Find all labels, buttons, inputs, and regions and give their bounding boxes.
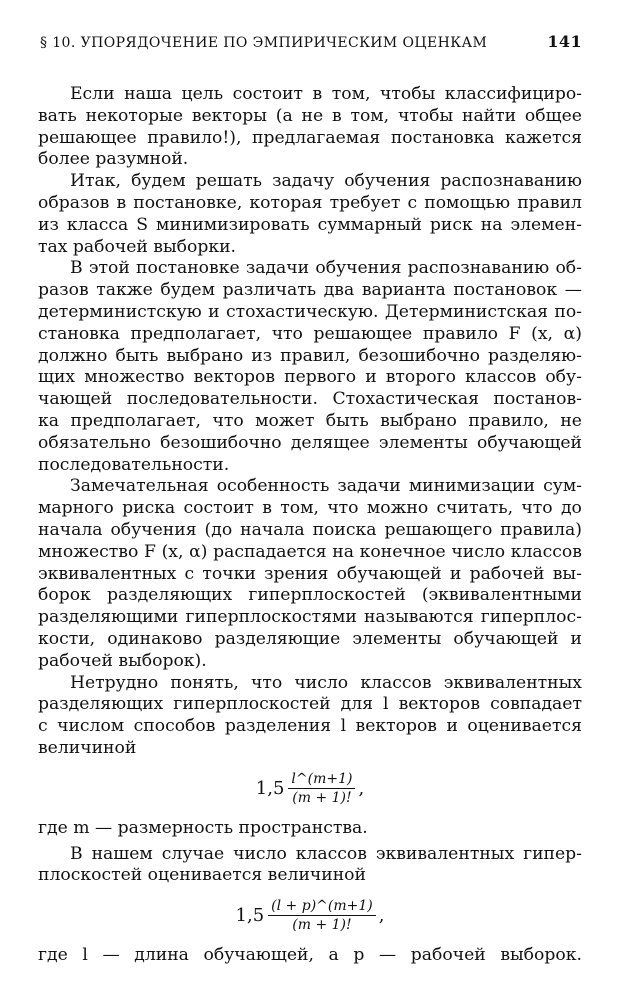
text-line: В этой постановке задачи обучения распознаванию об- [70, 258, 582, 279]
text-line: эквивалентных с точки зрения обучающей и рабочей вы- [38, 563, 582, 584]
running-header [40, 32, 582, 51]
text-line: разделяющими гиперплоскостями называются гиперплос- [38, 607, 582, 628]
paragraph [38, 171, 582, 258]
formula-1-fraction [288, 771, 355, 807]
formula-1-denominator: (m + 1)! [292, 789, 352, 806]
text-line: вать некоторые векторы (а не в том, чтобы найти общее [38, 105, 582, 126]
text-line: обязательно безошибочно делящее элементы обучающей [38, 432, 582, 453]
text-line: рабочей выборок). [38, 650, 207, 671]
text-line: начала обучения (до начала поиска решающего правила) [38, 519, 582, 540]
text-line: разов также будем различать два варианта постановок — [38, 280, 582, 301]
text-line: становка предполагает, что решающее правило F (x, α) [38, 323, 582, 344]
text-line: борок разделяющих гиперплоскостей (эквивалентными [38, 585, 582, 606]
text-line: Итак, будем решать задачу обучения распознаванию [70, 171, 582, 192]
final-line: где l — длина обучающей, а p — рабочей выборок. [38, 945, 582, 966]
text-line: щих множество векторов первого и второго классов обу- [38, 367, 582, 388]
text-line: величиной [38, 737, 137, 758]
text-line: В нашем случае число классов эквивалентных гипер- [70, 843, 582, 864]
formula-2-coefficient: 1,5 [235, 905, 265, 927]
text-line: образов в постановке, которая требует с помощью правил [38, 192, 582, 213]
formula-1 [38, 760, 582, 818]
text-line: Если наша цель состоит в том, чтобы классифициро- [70, 84, 582, 104]
text-line: решающее правило!), предлагаемая постановка кажется [38, 127, 582, 148]
page-number: 141 [547, 32, 582, 51]
text-line: плоскостей оценивается величиной [38, 865, 366, 886]
text-line: где m — размерность пространства. [38, 817, 368, 838]
formula-2-fraction [268, 898, 376, 934]
text-line: более разумной. [38, 149, 189, 170]
text-line: из класса S минимизировать суммарный риск на элемен- [38, 214, 582, 235]
section-title: § 10. УПОРЯДОЧЕНИЕ ПО ЭМПИРИЧЕСКИМ ОЦЕНКАМ [40, 35, 488, 51]
text-line: с числом способов разделения l векторов и оценивается [38, 716, 582, 737]
paragraph [38, 844, 582, 888]
formula-2-punct: , [378, 905, 385, 927]
text-line: Замечательная особенность задачи минимизации сум- [70, 476, 582, 497]
formula-1-numerator: l^(m+1) [291, 770, 353, 787]
text-line: множество F (x, α) распадается на конечное число классов [38, 541, 582, 562]
text-line: разделяющих гиперплоскостей для l векторов совпадает [38, 694, 582, 715]
paragraph [38, 673, 582, 760]
paragraph [38, 476, 582, 672]
text-line: должно быть выбрано из правил, безошибочно разделяю- [38, 345, 582, 366]
text-line: Нетрудно понять, что число классов эквивалентных [70, 672, 582, 693]
text-line: последовательности. [38, 454, 230, 475]
text-line: ка предполагает, что может быть выбрано правило, не [38, 410, 582, 431]
text-line: марного риска состоит в том, что можно считать, что до [38, 498, 582, 519]
text-line: кости, одинаково разделяющие элементы обучающей и [38, 628, 582, 649]
formula-1-punct: , [358, 777, 365, 799]
paragraph [38, 258, 582, 476]
formula-2 [38, 887, 582, 945]
text-line: тах рабочей выборки. [38, 236, 237, 257]
formula-1-coefficient: 1,5 [255, 777, 285, 799]
body-text [38, 84, 582, 967]
text-line: детерминистскую и стохастическую. Детерминистская по- [38, 301, 582, 322]
formula-2-denominator: (m + 1)! [292, 917, 352, 934]
paragraph [38, 84, 582, 171]
text-line: чающей последовательности. Стохастическая постанов- [38, 389, 582, 410]
formula-2-numerator: (l + p)^(m+1) [271, 898, 373, 915]
